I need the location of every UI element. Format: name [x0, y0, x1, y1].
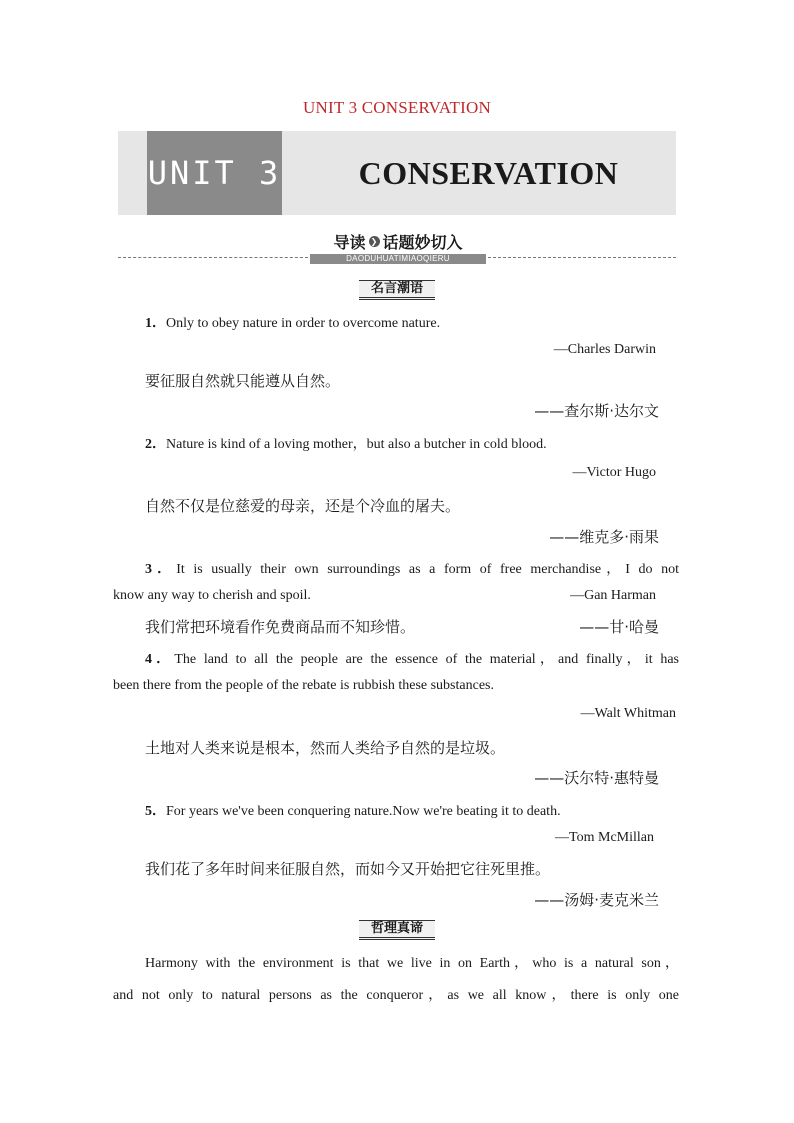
divider-left: [118, 257, 308, 258]
quote-3-english-line2: know any way to cherish and spoil.: [113, 588, 311, 603]
quote-5-chinese: 我们花了多年时间来征服自然，而如今又开始把它往死里推。: [145, 860, 551, 878]
quote-5-author-en: —Tom McMillan: [555, 830, 654, 845]
quote-1-english: 1．Only to obey nature in order to overcome nature.: [145, 316, 441, 331]
quote-3-english-line1: 3．It is usually their own surroundings as a form of free merchandise，I do not: [145, 562, 680, 577]
quote-2-english: 2．Nature is kind of a loving mother，but also a butcher in cold blood.: [145, 437, 547, 452]
quote-4-english-line2: been there from the people of the rebate is rubbish these substances.: [113, 678, 494, 693]
tag-philosophy: [0, 920, 794, 940]
quote-2-author-zh: ——维克多·雨果: [549, 528, 659, 546]
arrow-circle-icon: ❯: [369, 236, 380, 247]
banner-unit-label: UNIT 3: [147, 131, 282, 215]
quote-2-author-en: —Victor Hugo: [572, 465, 656, 480]
tag-philosophy-label: 哲理真谛: [359, 920, 435, 940]
tag-quotes: [0, 280, 794, 300]
quote-4-english-line1: 4．The land to all the people are the essence of the material，and finally，it has: [145, 652, 679, 667]
page-header-title: UNIT 3 CONSERVATION: [303, 98, 491, 117]
philosophy-line-2: and not only to natural persons as the conqueror，as we all know，there is only one: [113, 988, 679, 1003]
quote-1-author-en: —Charles Darwin: [553, 342, 656, 357]
banner-title: CONSERVATION: [358, 154, 619, 191]
quote-4-author-en: —Walt Whitman: [580, 706, 676, 721]
section-pinyin: DAODUHUATIMIAOQIERU: [310, 254, 486, 264]
quote-1-author-zh: ——查尔斯·达尔文: [534, 402, 659, 420]
quote-3-author-zh: ——甘·哈曼: [579, 618, 659, 636]
section-subtitle: 话题妙切入: [382, 233, 463, 252]
section-title: 导读: [333, 233, 366, 252]
quote-4-author-zh: ——沃尔特·惠特曼: [534, 769, 659, 787]
quote-2-chinese: 自然不仅是位慈爱的母亲，还是个冷血的屠夫。: [145, 497, 461, 515]
divider-right: [488, 257, 676, 258]
quote-3-author-en: —Gan Harman: [570, 588, 656, 603]
quote-4-chinese: 土地对人类来说是根本，然而人类给予自然的是垃圾。: [145, 739, 506, 757]
section-heading: [118, 230, 676, 262]
quote-5-english: 5．For years we've been conquering nature.Now we're beating it to death.: [145, 804, 561, 819]
quote-5-author-zh: ——汤姆·麦克米兰: [534, 891, 659, 909]
tag-quotes-label: 名言潮语: [359, 280, 435, 300]
quote-3-chinese: 我们常把环境看作免费商品而不知珍惜。: [145, 618, 416, 636]
philosophy-line-1: Harmony with the environment is that we live in on Earth，who is a natural son，: [145, 956, 679, 971]
quote-1-chinese: 要征服自然就只能遵从自然。: [145, 372, 341, 390]
